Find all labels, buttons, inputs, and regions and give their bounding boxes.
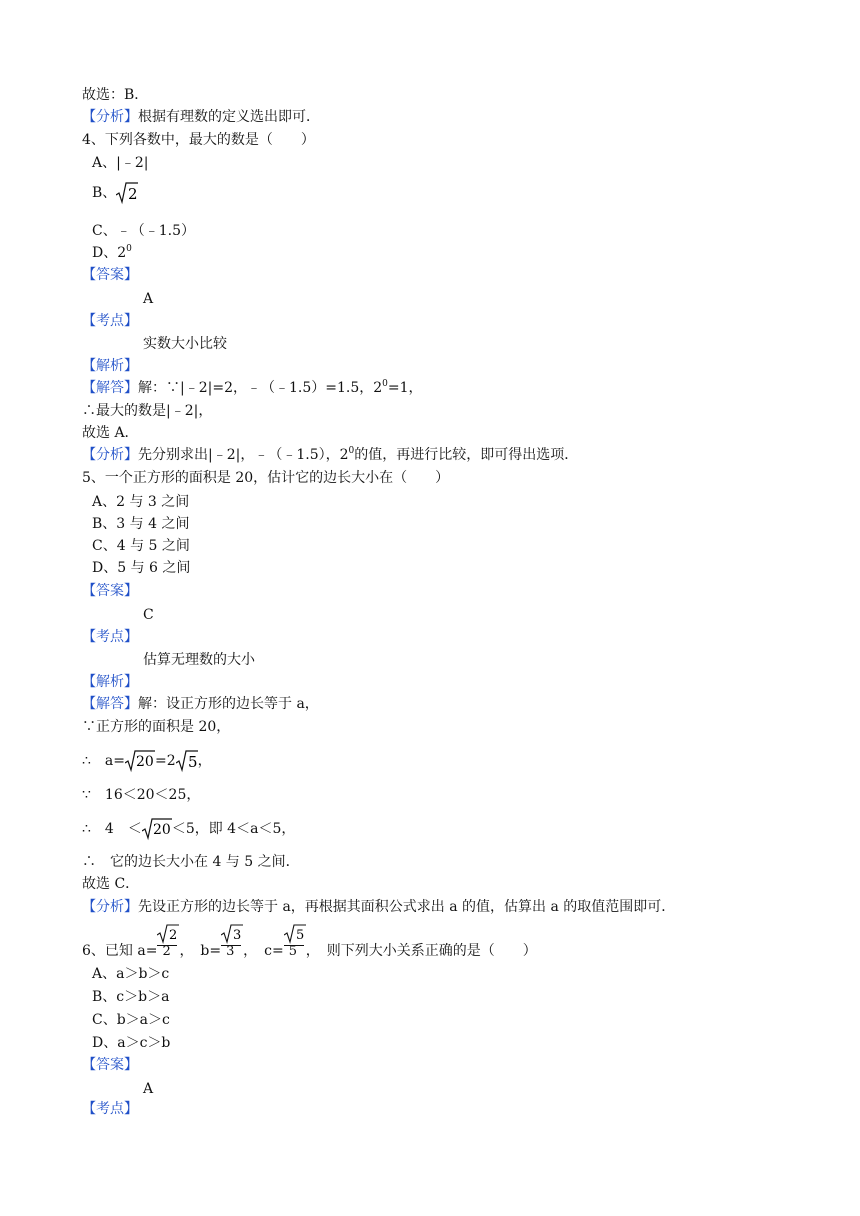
text-line: 故选：B． <box>82 87 149 103</box>
sqrt-symbol <box>142 816 172 842</box>
q4-option-b: B、 2 <box>92 180 138 210</box>
q5-option-c: C、4 与 5 之间 <box>92 538 190 554</box>
solution-line: ∴ 它的边长大小在 4 与 5 之间． <box>82 854 300 870</box>
analysis-line: 【分析】先设正方形的边长等于 a，再根据其面积公式求出 a 的值，估算出 a 的取值范围即可． <box>82 899 676 915</box>
solution-line: 【解答】解：∵|﹣2|=2，﹣（﹣1.5）=1.5，$2^0=1$， <box>82 379 423 396</box>
solution-line: 【解答】解：设正方形的边长等于 a， <box>82 696 319 712</box>
answer-value: A <box>143 291 154 307</box>
analysis-line: 【分析】根据有理数的定义选出即可． <box>82 109 320 125</box>
solution-line: ∴ a= 20 =2 5 ， <box>82 748 212 778</box>
explanation-tag: 【解析】 <box>82 358 138 374</box>
answer-tag: 【答案】 <box>82 267 138 283</box>
question-6-stem: 6、已知 a= $\frac{2}{2}$ ， b= $\frac{3}{3}$ ， c= $\frac{5}{5}$ ， 则下列大小关系正确的是（ ） <box>82 942 537 962</box>
solution-line: ∵正方形的面积是 20， <box>82 719 231 735</box>
solution-line: 故选 A． <box>82 425 139 441</box>
sqrt-symbol <box>125 748 155 774</box>
solution-line: ∴ 4 ＜ 20 ＜5，即 4＜a＜5， <box>82 816 295 846</box>
knowledge-point-tag: 【考点】 <box>82 1101 138 1117</box>
svg-text:20: 20 <box>152 822 171 838</box>
answer-value: C <box>143 607 154 623</box>
svg-text:2: 2 <box>128 185 138 203</box>
q5-option-d: D、5 与 6 之间 <box>92 560 191 576</box>
fraction-c: $\frac{5}{5}$ <box>284 923 306 957</box>
svg-text:20: 20 <box>135 754 154 770</box>
knowledge-point-tag: 【考点】 <box>82 313 138 329</box>
svg-text:5: 5 <box>295 928 304 943</box>
solution-line: ∵ 16＜20＜25， <box>82 787 201 803</box>
explanation-tag: 【解析】 <box>82 674 138 690</box>
knowledge-point: 估算无理数的大小 <box>143 652 255 668</box>
q4-option-a: A、|﹣2| <box>92 155 149 171</box>
solution-line: 故选 C． <box>82 876 140 892</box>
q4-option-c: C、﹣（﹣1.5） <box>92 223 195 239</box>
svg-text:5: 5 <box>187 753 198 771</box>
q5-option-a: A、2 与 3 之间 <box>92 494 190 510</box>
analysis-line: 【分析】先分别求出|﹣2|，﹣（﹣1.5），$2^0$的值，再进行比较，即可得出选项． <box>82 446 579 463</box>
knowledge-point: 实数大小比较 <box>143 336 227 352</box>
q6-option-b: B、c＞b＞a <box>92 989 170 1005</box>
fraction-b: $\frac{3}{3}$ <box>221 923 243 957</box>
svg-text:3: 3 <box>233 928 242 943</box>
fraction-a: $\frac{2}{2}$ <box>157 923 179 957</box>
sqrt-symbol <box>116 180 138 206</box>
answer-tag: 【答案】 <box>82 1057 138 1073</box>
question-4-stem: 4、下列各数中，最大的数是（ ） <box>82 132 315 148</box>
svg-text:2: 2 <box>169 928 178 943</box>
q5-option-b: B、3 与 4 之间 <box>92 516 190 532</box>
q6-option-d: D、a＞c＞b <box>92 1035 171 1051</box>
question-5-stem: 5、一个正方形的面积是 20，估计它的边长大小在（ ） <box>82 470 450 486</box>
answer-value: A <box>143 1081 154 1097</box>
q4-option-d: D、$2^0$ <box>92 244 132 261</box>
knowledge-point-tag: 【考点】 <box>82 629 138 645</box>
q6-option-a: A、a＞b＞c <box>92 966 170 982</box>
q6-option-c: C、b＞a＞c <box>92 1012 170 1028</box>
answer-tag: 【答案】 <box>82 583 138 599</box>
solution-line: ∴最大的数是|﹣2|， <box>82 403 213 419</box>
sqrt-symbol <box>176 748 198 774</box>
analysis-tag: 【分析】 <box>82 109 138 125</box>
